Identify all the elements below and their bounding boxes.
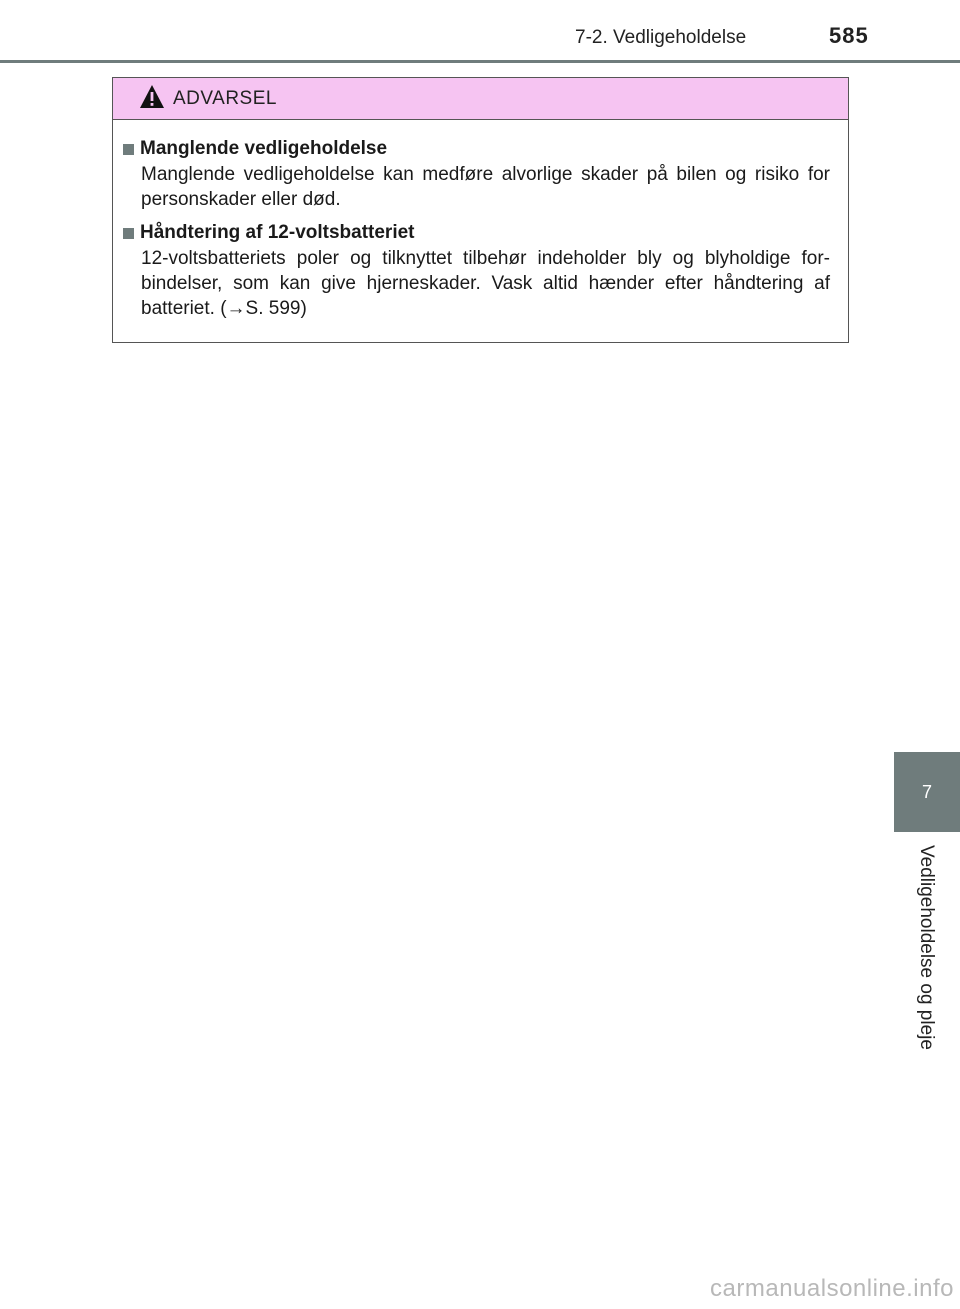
warning-title: ADVARSEL: [173, 88, 277, 109]
header-section-title: 7-2. Vedligeholdelse: [575, 27, 747, 48]
warning-box: [112, 77, 849, 343]
warning-triangle-icon: [139, 84, 165, 110]
warning-item-text: Manglende vedligeholdelse kan medføre alvorlige skader på bilen og risiko for personskader eller død.: [141, 164, 830, 210]
square-bullet-icon: [123, 144, 134, 155]
header-rule: [0, 60, 960, 63]
warning-body: [113, 120, 848, 321]
warning-item-heading-text: Manglende vedligeholdelse: [140, 138, 388, 159]
square-bullet-icon: [123, 228, 134, 239]
warning-item-heading: [123, 220, 830, 246]
warning-item-text: 12-voltsbatteriets poler og tilknyttet tilbehør indeholder bly og blyholdige for-bindelser, som kan give hjerneskader. Vask altid hænder efter håndtering af batteriet. (→S. 599): [141, 248, 830, 319]
page-number: 585: [829, 23, 869, 48]
chapter-side-label: Vedligeholdelse og pleje: [916, 845, 937, 1050]
warning-item: [123, 136, 830, 212]
warning-item-heading-text: Håndtering af 12-voltsbatteriet: [140, 222, 415, 243]
warning-item-heading: [123, 136, 830, 162]
watermark: carmanualsonline.info: [710, 1275, 954, 1302]
chapter-tab: 7: [894, 752, 960, 832]
warning-header: [113, 78, 848, 120]
warning-item: [123, 220, 830, 321]
